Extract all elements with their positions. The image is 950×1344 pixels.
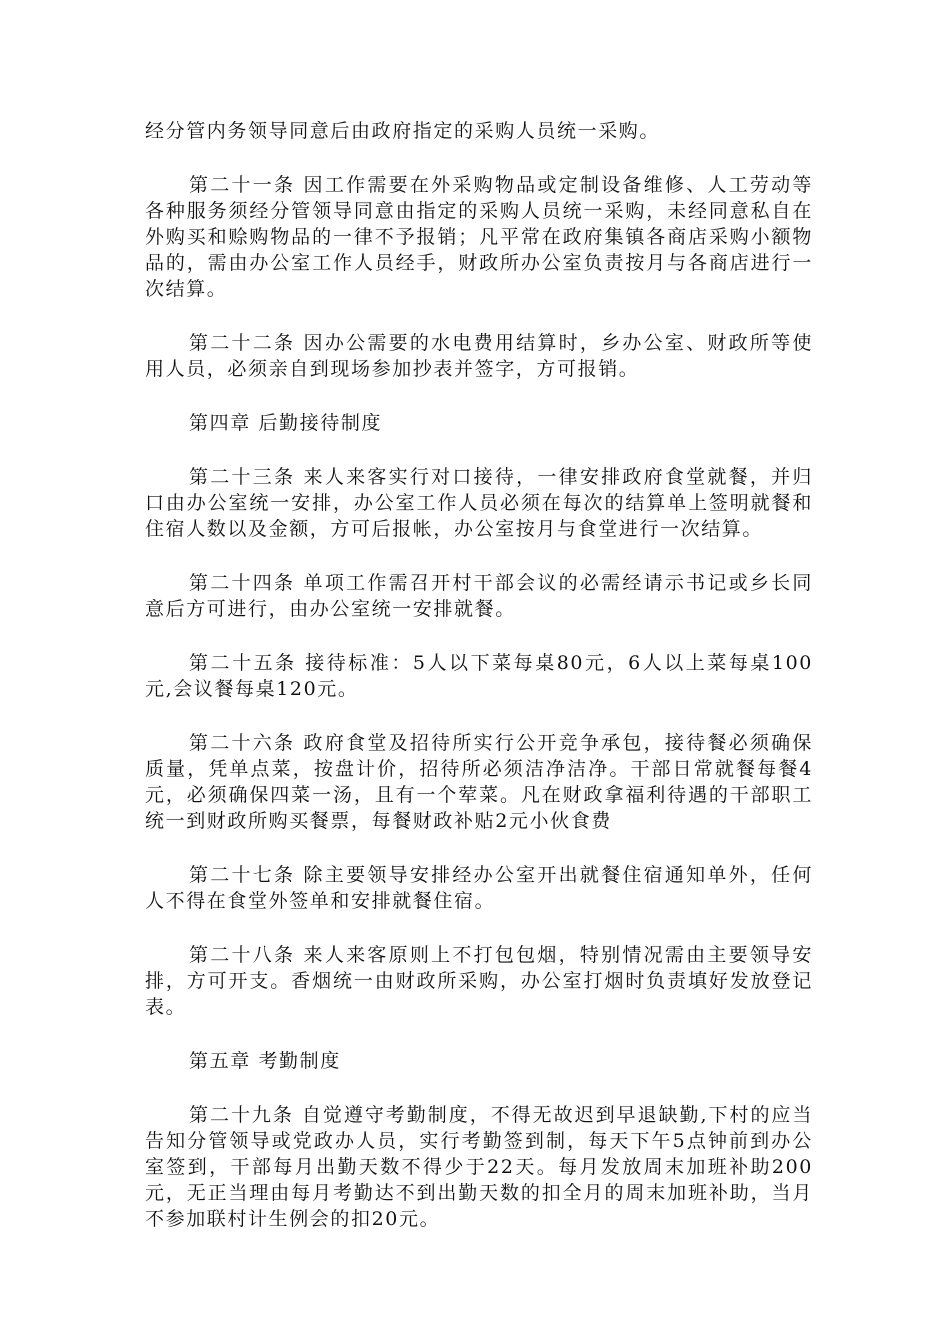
article-24: 第二十四条 单项工作需召开村干部会议的必需经请示书记或乡长同意后方可进行，由办公室统一安排就餐。 — [145, 572, 813, 620]
chapter-4-heading: 第四章 后勤接待制度 — [189, 412, 383, 434]
article-23: 第二十三条 来人来客实行对口接待，一律安排政府食堂就餐，并归口由办公室统一安排，办公室工作人员必须在每次的结算单上签明就餐和住宿人数以及金额，方可后报帐，办公室按月与食堂进行一次结算。 — [145, 466, 813, 540]
article-28: 第二十八条 来人来客原则上不打包包烟，特别情况需由主要领导安排，方可开支。香烟统一由财政所采购，办公室打烟时负责填好发放登记表。 — [145, 944, 813, 1018]
article-25: 第二十五条 接待标准：5人以下菜每桌80元，6人以上菜每桌100元,会议餐每桌120元。 — [145, 652, 813, 700]
article-27: 第二十七条 除主要领导安排经办公室开出就餐住宿通知单外，任何人不得在食堂外签单和安排就餐住宿。 — [145, 864, 813, 912]
document-page — [145, 118, 813, 1232]
article-29: 第二十九条 自觉遵守考勤制度，不得无故迟到早退缺勤,下村的应当告知分管领导或党政办人员，实行考勤签到制，每天下午5点钟前到办公室签到，干部每月出勤天数不得少于22天。每月发放周末加班补助200元，无正当理由每月考勤达不到出勤天数的扣全月的周末加班补助，当月不参加联村计生例会的扣20元。 — [145, 1104, 813, 1230]
paragraph-continuation: 经分管内务领导同意后由政府指定的采购人员统一采购。 — [145, 120, 661, 142]
article-26: 第二十六条 政府食堂及招待所实行公开竞争承包，接待餐必须确保质量，凭单点菜，按盘计价，招待所必须洁净洁净。干部日常就餐每餐4元，必须确保四菜一汤，且有一个荤菜。凡在财政拿福利待遇的干部职工统一到财政所购买餐票，每餐财政补贴2元小伙食费 — [145, 732, 813, 832]
article-21: 第二十一条 因工作需要在外采购物品或定制设备维修、人工劳动等各种服务须经分管领导同意由指定的采购人员统一采购，未经同意私自在外购买和赊购物品的一律不予报销；凡平常在政府集镇各商店采购小额物品的，需由办公室工作人员经手，财政所办公室负责按月与各商店进行一次结算。 — [145, 174, 813, 300]
article-22: 第二十二条 因办公需要的水电费用结算时，乡办公室、财政所等使用人员，必须亲自到现场参加抄表并签字，方可报销。 — [145, 332, 813, 380]
chapter-5-heading: 第五章 考勤制度 — [189, 1050, 341, 1072]
